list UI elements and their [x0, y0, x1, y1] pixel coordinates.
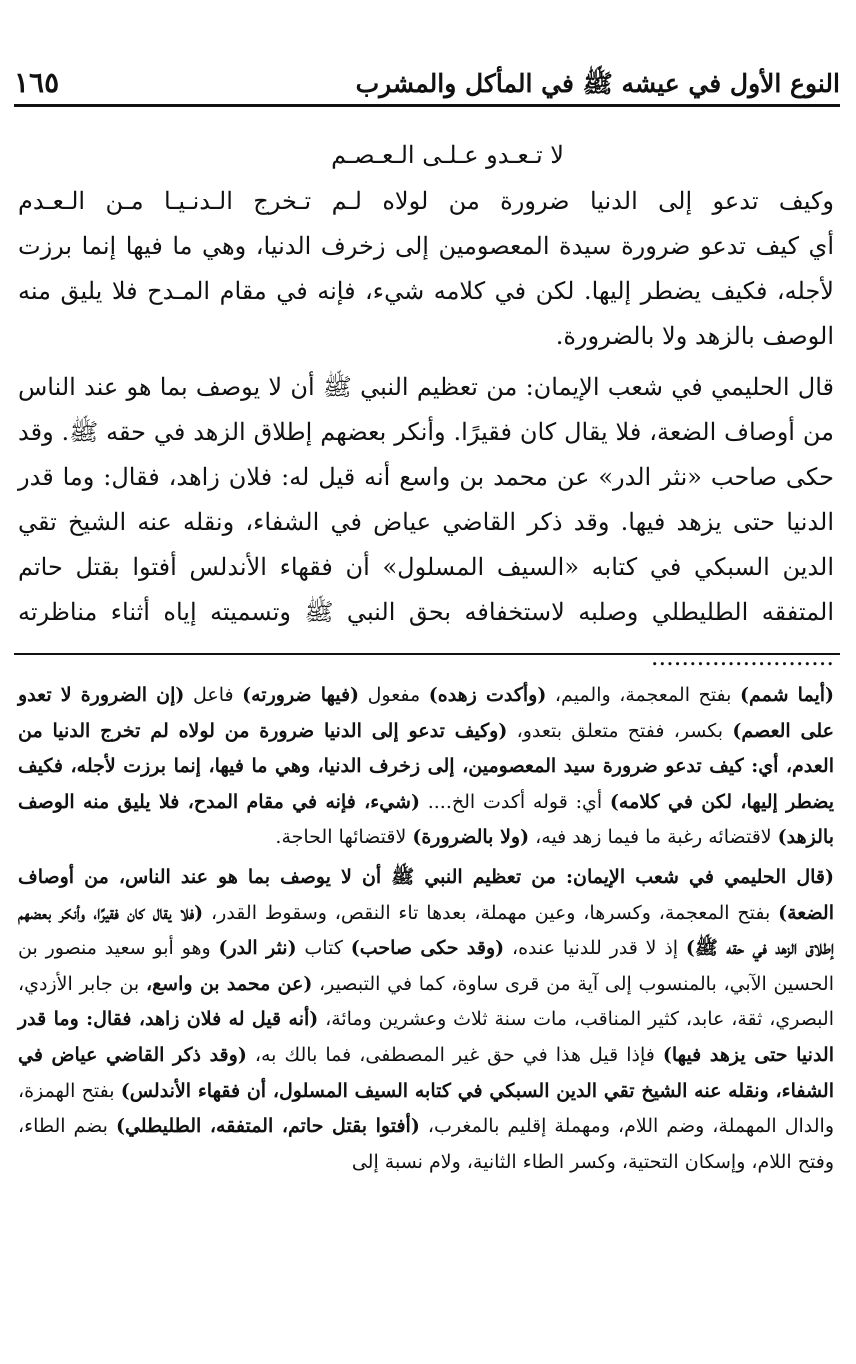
explanation-segment: كتاب [296, 937, 351, 960]
explanation-segment: فإذا قيل هذا في حق غير المصطفى، فما بالك به، [246, 1043, 663, 1066]
commentary-divider [14, 653, 840, 655]
explanation-segment: لاقتضائه رغبة ما فيما زهد فيه، [529, 826, 778, 849]
quoted-text-segment: (نثر الدر) [218, 937, 297, 960]
explanation-segment: مفعول [359, 684, 429, 706]
explanation-segment: بن جابر الأزدي، البصري، ثقة، عابد، كثير المناقب، مات سنة ثلاث وعشرين ومائة، [18, 972, 834, 1031]
explanation-segment: وهو أبو سعيد منصور بن الحسين الآبي، بالمنسوب إلى آية من قرى ساوة، كما في التبصير، [18, 937, 835, 995]
quoted-text-segment: (عن محمد بن واسع، [145, 972, 313, 995]
quoted-text-segment: (فلا يقال كان فقيرًا، وأنكر بعضهم إطلاق الزهد في حقه ﷺ) [18, 901, 834, 960]
explanation-segment: بضم الطاء، وفتح اللام، وإسكان التحتية، وكسر الطاء الثانية، ولام نسبة إلى [18, 1115, 834, 1173]
quoted-text-segment: (شيء، فإنه في مقام المدح، فلا يليق منه الوصف بالزهد) [18, 790, 834, 849]
commentary-paragraph-1 [18, 678, 834, 856]
chapter-title: النوع الأول في عيشه ﷺ في المأكل والمشرب [355, 69, 840, 98]
quoted-text-segment: (قال الحليمي في شعب الإيمان: من تعظيم النبي ﷺ أن لا يوصف بما هو عند الناس، من أوصاف الضعة) [18, 865, 834, 924]
quoted-text-segment: (وكيف تدعو إلى الدنيا ضرورة من لولاه لم تخرج الدنيا من العدم، أي: كيف تدعو ضرورة سيد المعصومين، إلى زخرف الدنيا، وهي ما فيها، إنما برزت لأجله، فكيف يضطر إليها، لكن في كلامه) [18, 719, 834, 813]
quoted-text-segment: (ولا بالضرورة) [412, 826, 530, 849]
quoted-text-segment: (أفتوا بقتل حاتم، المتفقه، الطليطلي) [115, 1115, 420, 1138]
quoted-text-segment: (وقد حكى صاحب) [350, 937, 505, 960]
explanation-segment: فاعل [184, 684, 243, 706]
main-paragraph-2: قال الحليمي في شعب الإيمان: من تعظيم النبي ﷺ أن لا يوصف بما هو عند الناس من أوصاف الضعة، فلا يقال كان فقيرًا. وأنكر بعضهم إطلاق الزهد في حقه ﷺ. وقد حكى صاحب «نثر الدر» عن محمد بن واسع أنه قيل له: فلان زاهد، فقال: وما قدر الدنيا حتى يزهد فيها. وقد ذكر القاضي عياض في الشفاء، ونقله عنه الشيخ تقي الدين السبكي في كتابه «السيف المسلول» أن فقهاء الأندلس أفتوا بقتل حاتم المتفقه الطليطلي وصلبه لاستخفافه بحق النبي ﷺ وتسميته إياه أثناء مناظرته ........................ [18, 373, 834, 671]
main-text [18, 132, 834, 680]
running-header [14, 60, 840, 107]
quoted-text-segment: (فيها ضرورته) [242, 684, 360, 706]
explanation-segment: أي: قوله أكدت الخ.... [419, 790, 610, 813]
explanation-segment: بفتح الهمزة، والدال المهملة، وضم اللام، ومهملة إقليم بالمغرب، [18, 1079, 835, 1138]
explanation-segment: بفتح المعجمة، وكسرها، وعين مهملة، بعدها تاء النقص، وسقوط القدر، [203, 901, 779, 924]
quoted-text-segment: (أنه قيل له فلان زاهد، فقال: وما قدر الدنيا حتى يزهد فيها) [18, 1008, 834, 1066]
explanation-segment: إذ لا قدر للدنيا عنده، [504, 937, 686, 960]
explanation-segment: بكسر، ففتح متعلق بتعدو، [507, 719, 733, 742]
quoted-text-segment: (وقد ذكر القاضي عياض في الشفاء، ونقله عنه الشيخ تقي الدين السبكي في كتابه السيف المسلول، أن فقهاء الأندلس) [18, 1043, 835, 1102]
commentary-paragraph-2 [18, 860, 834, 1180]
verse-line-1: لا تـعـدو عـلـى الـعـصـم [331, 141, 564, 169]
explanation-segment: لاقتضائها الحاجة. [275, 826, 413, 849]
quoted-text-segment: (إن الضرورة لا تعدو على العصم) [18, 684, 834, 742]
page-number: ١٦٥ [14, 66, 60, 99]
explanation-segment: بفتح المعجمة، والميم، [546, 684, 741, 706]
quoted-text-segment: (أيما شمم) [740, 684, 835, 706]
verse-line-2: وكيف تدعو إلى الدنيا ضرورة من لولاه لـم تـخرج الـدنـيـا مـن الـعـدم [18, 187, 834, 215]
quoted-text-segment: (وأكدت زهده) [428, 684, 547, 706]
commentary-section [18, 678, 834, 1180]
main-paragraph-1: أي كيف تدعو ضرورة سيدة المعصومين إلى زخرف الدنيا، وهي ما فيها إنما برزت لأجله، فكيف يضطر إليها. لكن في كلامه شيء، فإنه في مقام المـدح فلا يليق منه الوصف بالزهد ولا بالضرورة. [18, 232, 834, 350]
